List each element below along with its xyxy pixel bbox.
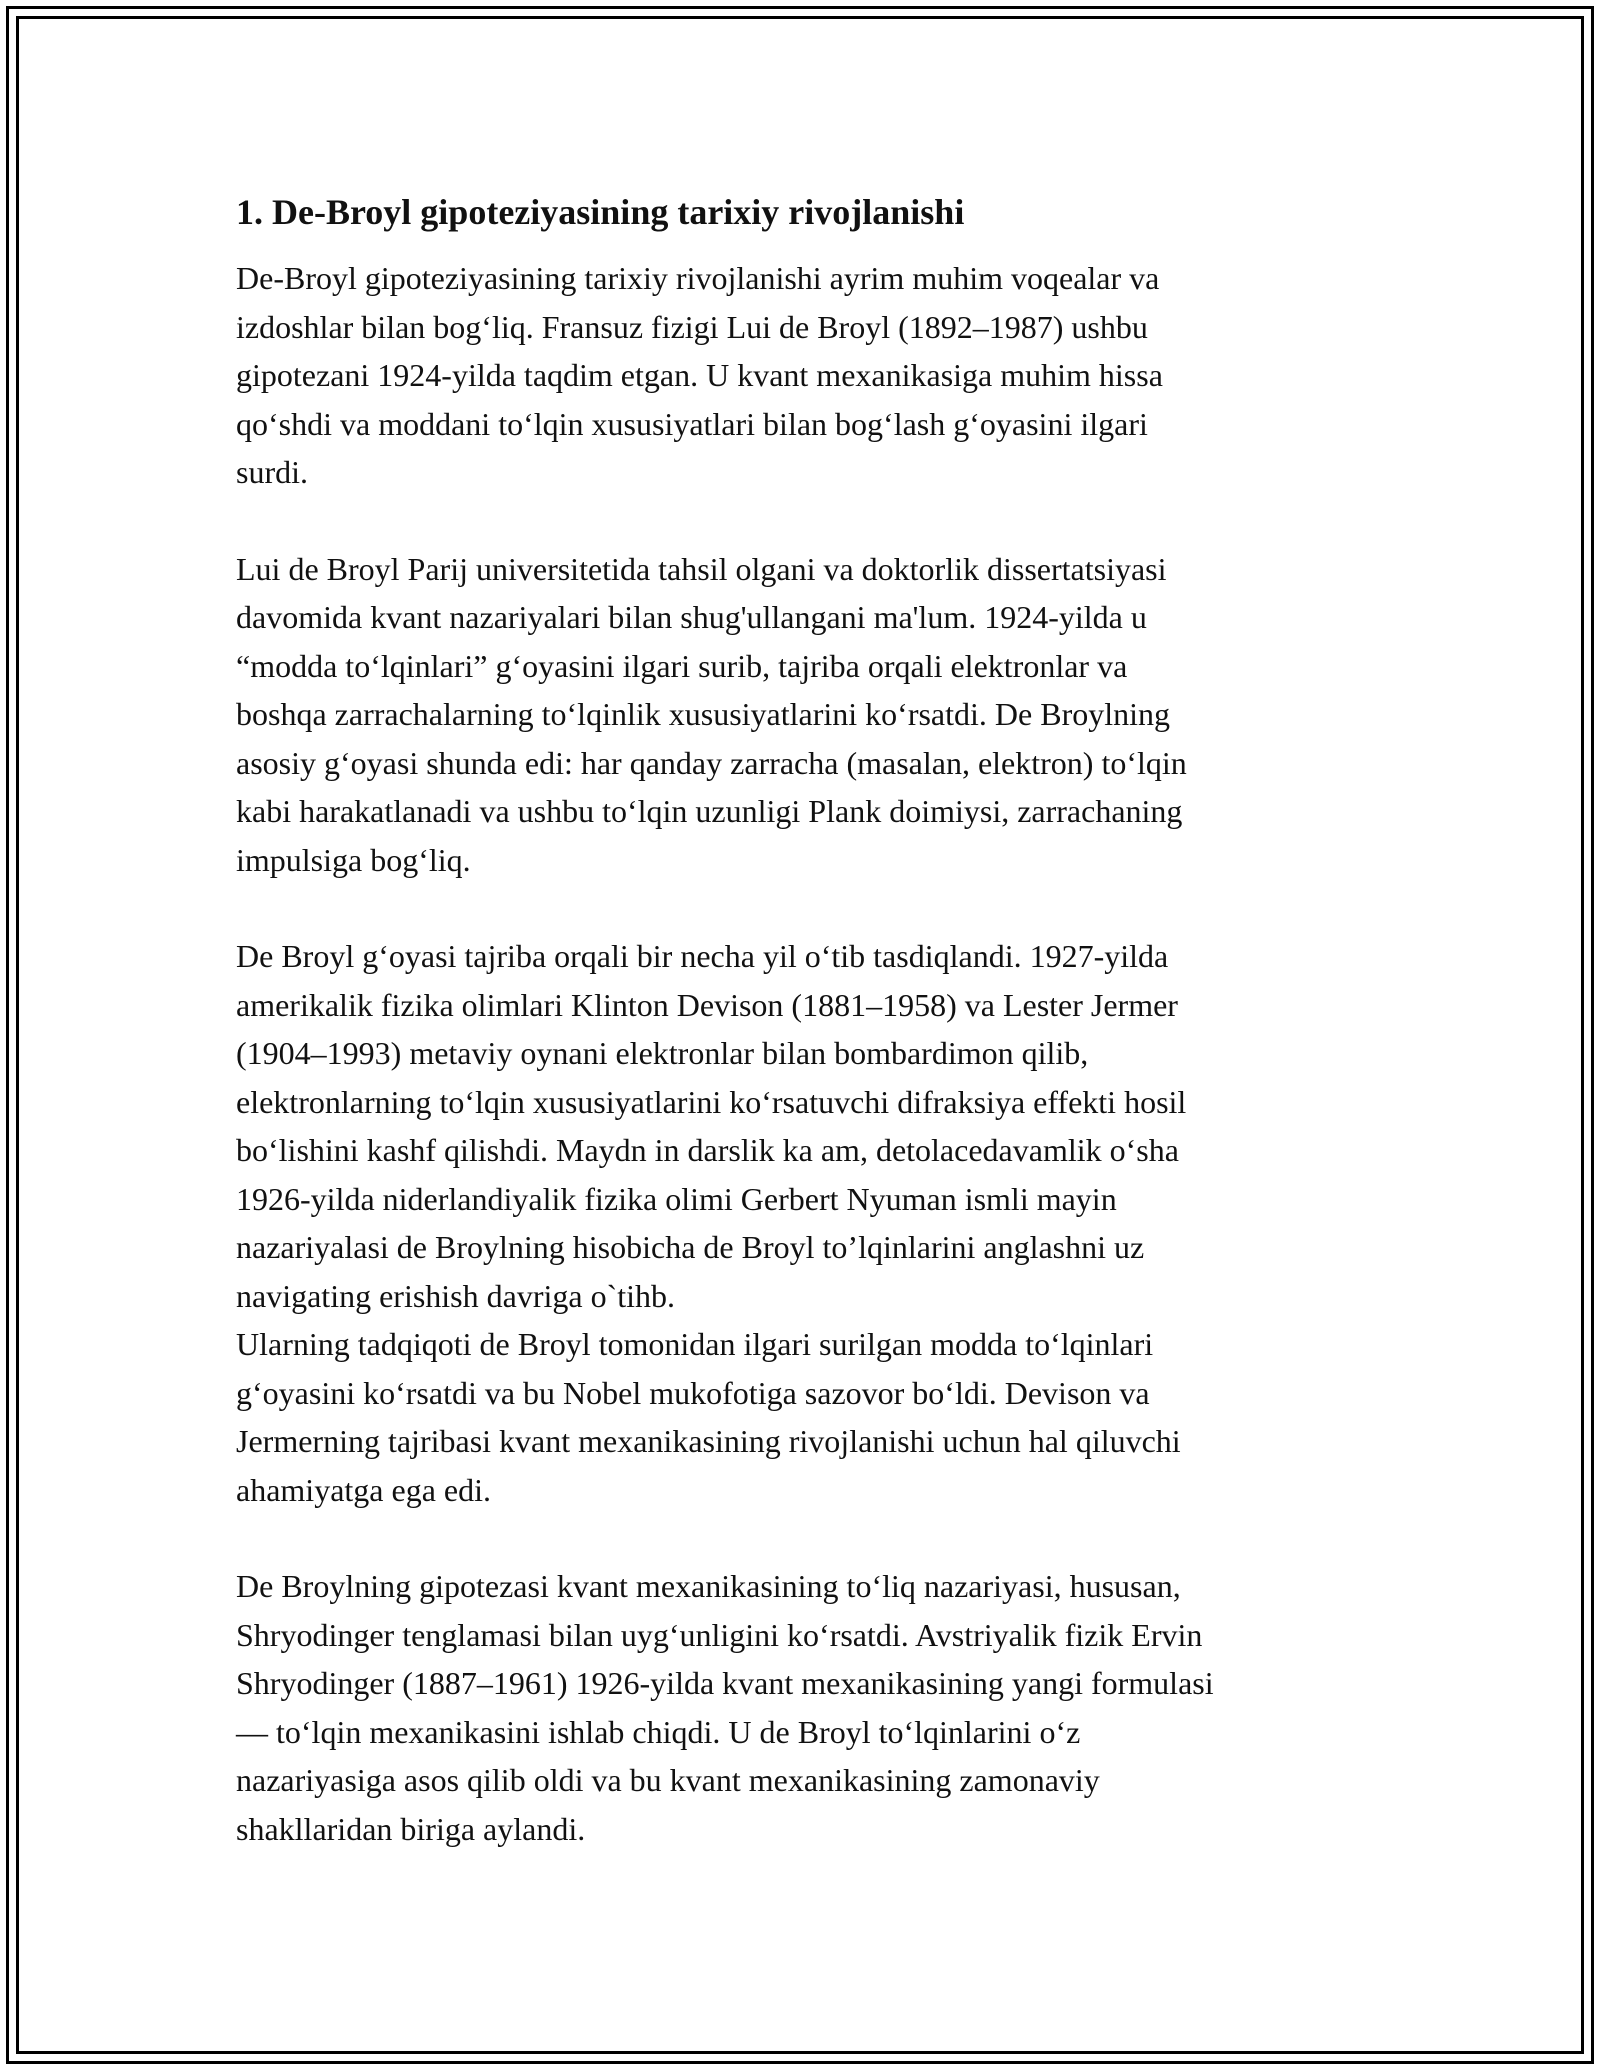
paragraph-2: Lui de Broyl Parij universitetida tahsil olgani va doktorlik dissertatsiyasi davomida kvant nazariyalari bilan shug'ullangani ma'lum. 1924-yilda u “modda to‘lqinlari” g‘oyasini ilgari surib, tajriba orqali elektronlar va boshqa zarrachalarning to‘lqinlik xususiyatlarini ko‘rsatdi. De Broylning asosiy g‘oyasi shunda edi: har qanday zarracha (masalan, elektron) to‘lqin kabi harakatlanadi va ushbu to‘lqin uzunligi Plank doimiysi, zarrachaning impulsiga bog‘liq. [236, 550, 1187, 878]
document-body [236, 186, 1376, 1853]
paragraph-gap [236, 1514, 1376, 1562]
paragraph-gap [236, 497, 1376, 545]
paragraph-4: De Broylning gipotezasi kvant mexanikasining to‘liq nazariyasi, hususan, Shryodinger tenglamasi bilan uyg‘unligini ko‘rsatdi. Avstriyalik fizik Ervin Shryodinger (1887–1961) 1926-yilda kvant mexanikasining yangi formulasi — to‘lqin mexanikasini ishlab chiqdi. U de Broyl to‘lqinlarini o‘z nazariyasiga asos qilib oldi va bu kvant mexanikasining zamonaviy shakllaridan biriga aylandi. [236, 1568, 1214, 1847]
section-heading: 1. De-Broyl gipoteziyasining tarixiy rivojlanishi [236, 192, 965, 232]
paragraph-1: De-Broyl gipoteziyasining tarixiy rivojlanishi ayrim muhim voqealar va izdoshlar bilan bog‘liq. Fransuz fizigi Lui de Broyl (1892–1987) ushbu gipotezani 1924-yilda taqdim etgan. U kvant mexanikasiga muhim hissa qo‘shdi va moddani to‘lqin xususiyatlari bilan bog‘lash g‘oyasini ilgari surdi. [236, 260, 1163, 490]
paragraph-3: De Broyl g‘oyasi tajriba orqali bir necha yil o‘tib tasdiqlandi. 1927-yilda amerikalik fizika olimlari Klinton Devison (1881–1958) va Lester Jermer (1904–1993) metaviy oynani elektronlar bilan bombardimon qilib, elektronlarning to‘lqin xususiyatlarini ko‘rsatuvchi difraksiya effekti hosil bo‘lishini kashf qilishdi. Maydn in darslik ka am, detolacedavamlik o‘sha 1926-yilda niderlandiyalik fizika olimi Gerbert Nyuman ismli mayin nazariyalasi de Broylning hisobicha de Broyl to’lqinlarini anglashni uz navigating erishish davriga o`tihb. Ularning tadqiqoti de Broyl tomonidan ilgari surilgan modda to‘lqinlari g‘oyasini ko‘rsatdi va bu Nobel mukofotiga sazovor bo‘ldi. Devison va Jermerning tajribasi kvant mexanikasining rivojlanishi uchun hal qiluvchi ahamiyatga ega edi. [236, 938, 1187, 1508]
paragraph-gap [236, 884, 1376, 932]
